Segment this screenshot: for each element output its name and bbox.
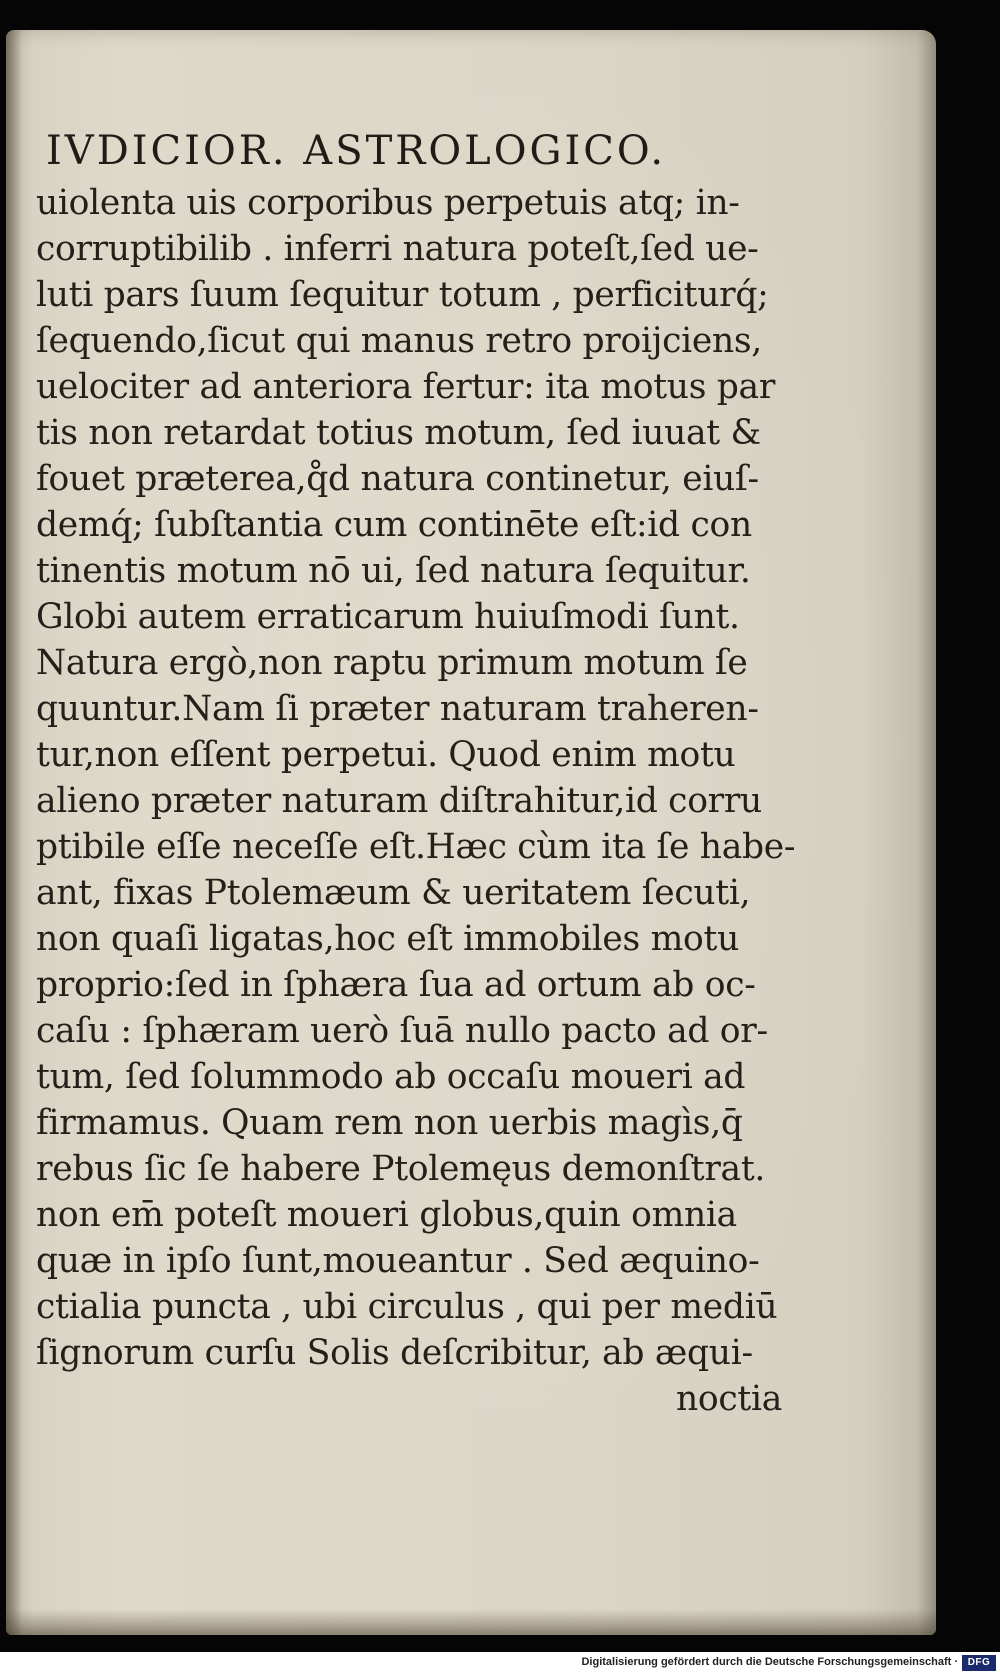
text-line: non em̄ poteſt moueri globus,quin omnia [36,1195,737,1235]
text-line: ſequendo,ſicut qui manus retro proijciens, [36,321,762,361]
footer-bar [0,1652,1000,1675]
text-line: Natura ergò,non raptu primum motum ſe [36,643,748,683]
dfg-logo: DFG [962,1655,996,1671]
text-line: tis non retardat totius motum, ſed iuuat & [36,413,761,453]
text-line: ctialia puncta , ubi circulus , qui per mediū [36,1287,778,1327]
text-line: tinentis motum nō ui, ſed natura ſequitur. [36,551,751,591]
text-line: quuntur.Nam ſi præter naturam traheren- [36,689,759,729]
text-line: ptibile eſſe neceſſe eſt.Hæc cùm ita ſe habe- [36,827,796,867]
text-line: firmamus. Quam rem non uerbis magìs,q̄ [36,1103,743,1143]
running-head: IVDICIOR. ASTROLOGICO. [46,128,667,174]
text-line: proprio:ſed in ſphæra ſua ad ortum ab oc- [36,965,756,1005]
text-line: quæ in ipſo ſunt,moueantur . Sed æquino- [36,1241,760,1281]
text-line: tum, ſed ſolummodo ab occaſu moueri ad [36,1057,746,1097]
text-line: Globi autem erraticarum huiuſmodi ſunt. [36,597,740,637]
text-line: demq́; ſubſtantia cum continēte eſt:id con [36,505,752,545]
text-line: luti pars ſuum ſequitur totum , perficiturq́; [36,275,769,315]
text-line: ant, fixas Ptolemæum & ueritatem ſecuti, [36,873,751,913]
text-line: rebus ſic ſe habere Ptolemęus demonſtrat. [36,1149,766,1189]
text-line: corruptibilib . inferri natura poteſt,ſed ue- [36,229,759,269]
book-page [6,30,936,1635]
text-line: fouet præterea,q̊d natura continetur, eiuſ- [36,459,759,499]
text-line: caſu : ſphæram uerò ſuā nullo pacto ad or- [36,1011,768,1051]
catchword: noctia [676,1379,782,1419]
text-line: tur,non eſſent perpetui. Quod enim motu [36,735,736,775]
text-line: uiolenta uis corporibus perpetuis atq; in- [36,183,740,223]
text-line: alieno præter naturam diſtrahitur,id corru [36,781,762,821]
funding-credit: Digitalisierung gefördert durch die Deutsche Forschungsgemeinschaft · [581,1656,958,1668]
text-line: non quaſi ligatas,hoc eſt immobiles motu [36,919,739,959]
text-line: ſignorum curſu Solis deſcribitur, ab æqui- [36,1333,753,1373]
body-text [36,180,796,1422]
text-line: uelociter ad anteriora fertur: ita motus par [36,367,776,407]
